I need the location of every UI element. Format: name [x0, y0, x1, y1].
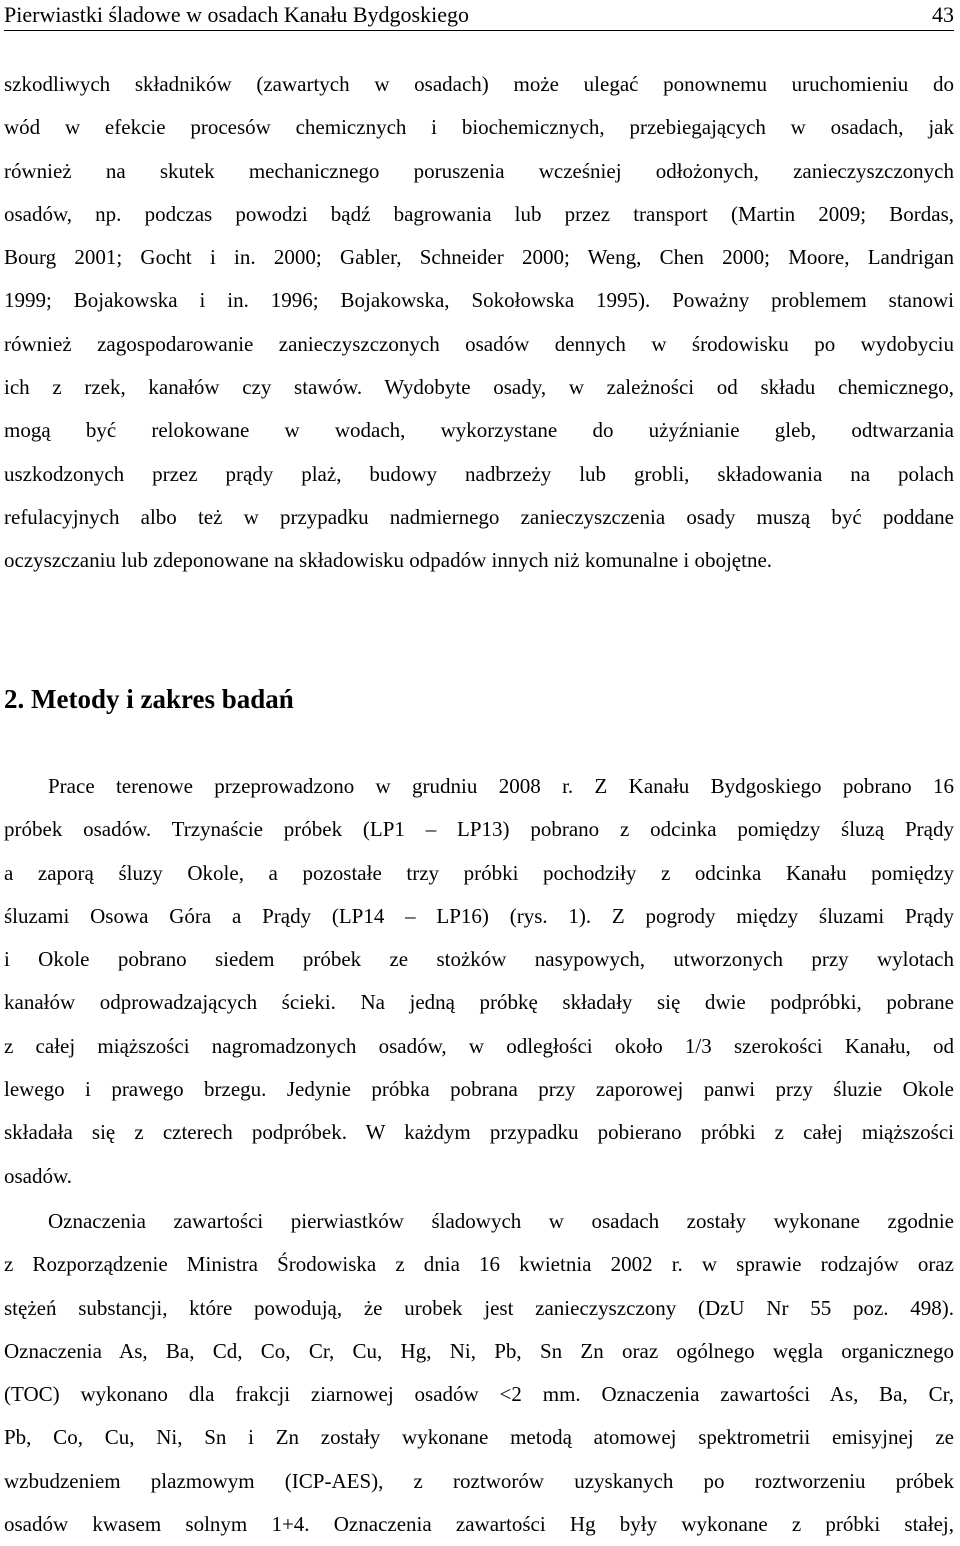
- text-line: próbek osadów. Trzynaście próbek (LP1 – LP13) pobrano z odcinka pomiędzy śluzą Prądy: [4, 817, 954, 842]
- text-line: śluzami Osowa Góra a Prądy (LP14 – LP16) (rys. 1). Z pogrody między śluzami Prądy: [4, 903, 954, 928]
- paragraph-methods: [4, 1200, 954, 1546]
- text-line: osadów, np. podczas powodzi bądź bagrowania lub przez transport (Martin 2009; Bordas,: [4, 201, 954, 226]
- text-line: a zaporą śluzy Okole, a pozostałe trzy próbki pochodziły z odcinka Kanału pomiędzy: [4, 860, 954, 885]
- text-line: i Okole pobrano siedem próbek ze stożków nasypowych, utworzonych przy wylotach: [4, 947, 954, 972]
- text-line: składała się z czterech podpróbek. W każdym przypadku pobierano próbki z całej miąższości: [4, 1120, 954, 1145]
- text-line: uszkodzonych przez prądy plaż, budowy nadbrzeży lub grobli, składowania na polach: [4, 461, 954, 486]
- text-line: 1999; Bojakowska i in. 1996; Bojakowska, Sokołowska 1995). Poważny problemem stanowi: [4, 288, 954, 313]
- text-line: również na skutek mechanicznego poruszenia wcześniej odłożonych, zanieczyszczonych: [4, 158, 954, 183]
- text-line: z Rozporządzenie Ministra Środowiska z dnia 16 kwietnia 2002 r. w sprawie rodzajów oraz: [4, 1252, 954, 1277]
- paragraph-continuation: [4, 63, 954, 583]
- text-line: Bourg 2001; Gocht i in. 2000; Gabler, Schneider 2000; Weng, Chen 2000; Moore, Landrigan: [4, 245, 954, 270]
- section-heading: 2. Metody i zakres badań: [4, 684, 294, 714]
- text-line: refulacyjnych albo też w przypadku nadmiernego zanieczyszczenia osady muszą być poddane: [4, 504, 954, 529]
- text-line: osadów.: [4, 1163, 73, 1188]
- text-line: lewego i prawego brzegu. Jedynie próbka pobrana przy zaporowej panwi przy śluzie Okole: [4, 1077, 954, 1102]
- text-line: szkodliwych składników (zawartych w osadach) może ulegać ponownemu uruchomieniu do: [4, 72, 954, 96]
- text-line: Oznaczenia As, Ba, Cd, Co, Cr, Cu, Hg, Ni, Pb, Sn Zn oraz ogólnego węgla organicznego: [4, 1338, 954, 1363]
- text-line: mogą być relokowane w wodach, wykorzystane do użyźnianie gleb, odtwarzania: [4, 418, 954, 443]
- text-line: z całej miąższości nagromadzonych osadów, w odległości około 1/3 szerokości Kanału, od: [4, 1033, 954, 1058]
- text-line: Prace terenowe przeprowadzono w grudniu 2008 r. Z Kanału Bydgoskiego pobrano 16: [48, 774, 954, 798]
- running-title: Pierwiastki śladowe w osadach Kanału Bydgoskiego: [4, 2, 469, 27]
- text-line: wód w efekcie procesów chemicznych i biochemicznych, przebiegających w osadach, jak: [4, 115, 954, 140]
- text-line: stężeń substancji, które powodują, że urobek jest zanieczyszczony (DzU Nr 55 poz. 498).: [4, 1295, 954, 1320]
- page-number: 43: [932, 2, 954, 27]
- text-line: (TOC) wykonano dla frakcji ziarnowej osadów <2 mm. Oznaczenia zawartości As, Ba, Cr,: [4, 1382, 954, 1407]
- text-line: ich z rzek, kanałów czy stawów. Wydobyte osady, w zależności od składu chemicznego,: [4, 375, 954, 400]
- text-line: osadów kwasem solnym 1+4. Oznaczenia zawartości Hg były wykonane z próbki stałej,: [4, 1512, 954, 1537]
- paragraph-fieldwork: [4, 765, 954, 1198]
- text-line: Oznaczenia zawartości pierwiastków śladowych w osadach zostały wykonane zgodnie: [48, 1209, 954, 1233]
- text-line: oczyszczaniu lub zdeponowane na składowisku odpadów innych niż komunalne i obojętne.: [4, 548, 773, 573]
- running-header: [4, 0, 954, 31]
- text-line: Pb, Co, Cu, Ni, Sn i Zn zostały wykonane metodą atomowej spektrometrii emisyjnej ze: [4, 1425, 954, 1450]
- text-line: kanałów odprowadzających ścieki. Na jedną próbkę składały się dwie podpróbki, pobrane: [4, 990, 954, 1015]
- text-line: wzbudzeniem plazmowym (ICP-AES), z roztworów uzyskanych po roztworzeniu próbek: [4, 1468, 954, 1493]
- text-line: również zagospodarowanie zanieczyszczonych osadów dennych w środowisku po wydobyciu: [4, 331, 954, 356]
